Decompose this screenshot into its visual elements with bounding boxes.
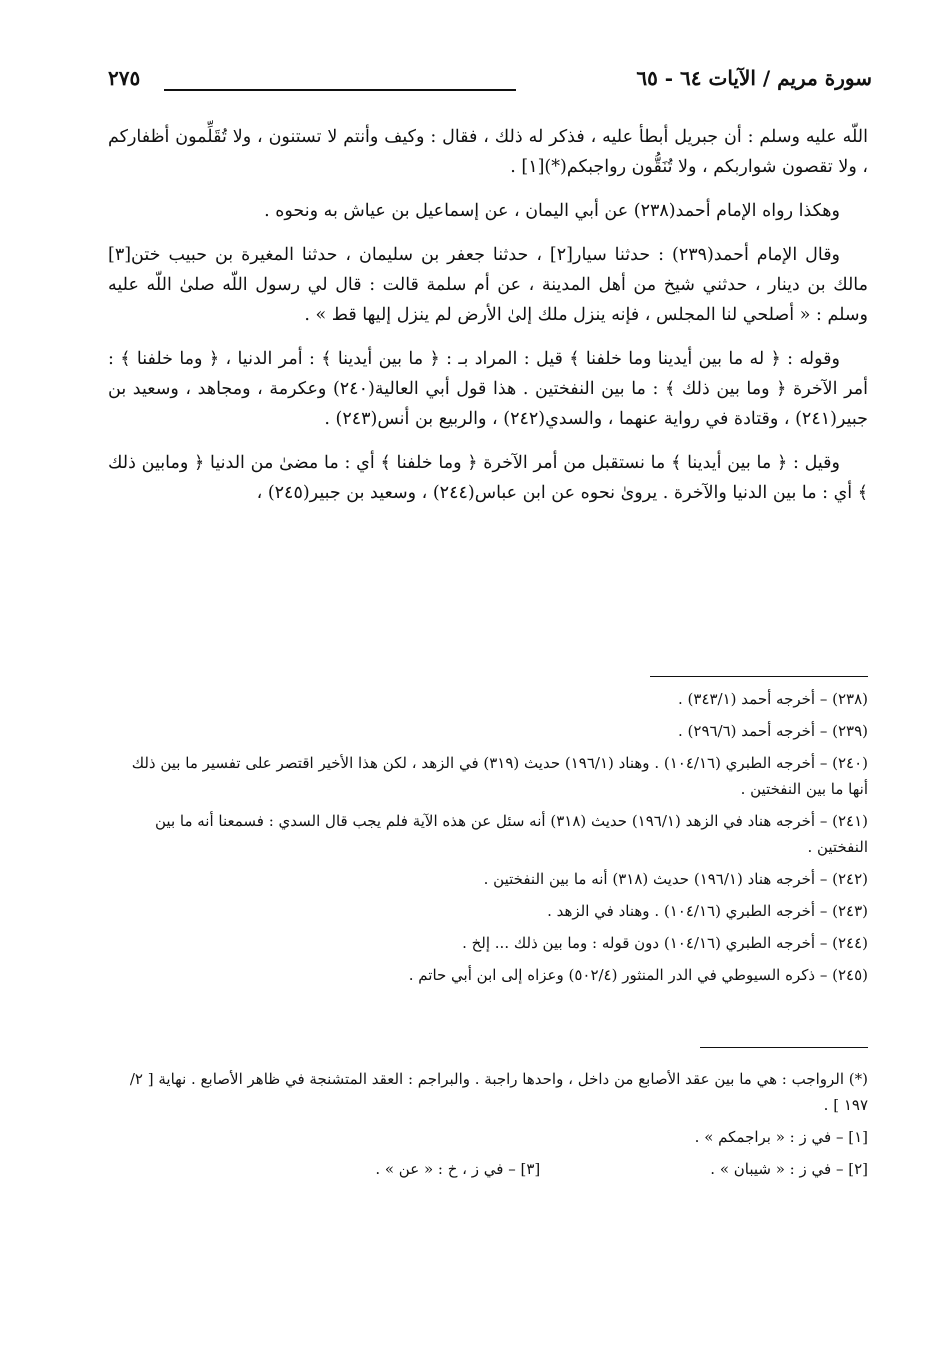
note-variant: [٢] – في ز : « شيبان » . [710, 1160, 868, 1178]
note-star: (*) الرواجب : هي ما بين عقد الأصابع من داخل ، واحدها راجبة . والبراجم : العقد المتشنجة في ظاهر الأصابع . نهاية [ ٢/ ١٩٧ ] . [129, 1070, 868, 1114]
footnote-item: (٢٤٣) – أخرجه الطبري (١٠٤/١٦) . وهناد في الزهد . [547, 902, 868, 920]
footnotes-list [108, 686, 868, 994]
notes-separator [700, 1047, 868, 1048]
note-variant: [٣] – في ز ، خ : « عن » . [375, 1160, 541, 1178]
notes-row [108, 1156, 868, 1182]
footnote-item: (٢٤١) – أخرجه هناد في الزهد (١٩٦/١) حديث (٣١٨) أنه سئل عن هذه الآية فلم يجب قال السدي : فسمعنا أنه ما بين النفختين . [155, 812, 868, 856]
footnote-item: (٢٤٤) – أخرجه الطبري (١٠٤/١٦) دون قوله : وما بين ذلك ... إلخ . [462, 934, 868, 952]
paragraph: وقوله : ﴿ له ما بين أيدينا وما خلفنا ﴾ قيل : المراد بـ : ﴿ ما بين أيدينا ﴾ : أمر الدنيا ، ﴿ وما خلفنا ﴾ : أمر الآخرة ﴿ وما بين ذلك ﴾ : ما بين النفختين . هذا قول أبي العالية(٢٤٠) وعكرمة ، ومجاهد ، وسعيد بن جبير(٢٤١) ، وقتادة في رواية عنهما ، والسدي(٢٤٢) ، والربيع بن أنس(٢٤٣) . [108, 349, 868, 429]
paragraph: وهكذا رواه الإمام أحمد(٢٣٨) عن أبي اليمان ، عن إسماعيل بن عياش به ونحوه . [264, 201, 840, 221]
header-rule [164, 89, 516, 91]
footnote-separator [650, 676, 868, 677]
footnote-item: (٢٤٢) – أخرجه هناد (١٩٦/١) حديث (٣١٨) أنه ما بين النفختين . [483, 870, 868, 888]
note-variant: [١] – في ز : « براجمكم » . [694, 1128, 868, 1146]
page-number: ٢٧٥ [108, 66, 141, 90]
main-text [108, 122, 868, 522]
footnote-item: (٢٣٨) – أخرجه أحمد (٣٤٣/١) . [678, 690, 868, 708]
running-header-title: سورة مريم / الآيات ٦٤ - ٦٥ [636, 66, 872, 90]
footnote-item: (٢٣٩) – أخرجه أحمد (٢٩٦/٦) . [678, 722, 868, 740]
editor-notes [108, 1066, 868, 1188]
paragraph: وقيل : ﴿ ما بين أيدينا ﴾ ما نستقبل من أمر الآخرة ﴿ وما خلفنا ﴾ أي : ما مضىٰ من الدنيا ﴿ ومابين ذلك ﴾ أي : ما بين الدنيا والآخرة . يروىٰ نحوه عن ابن عباس(٢٤٤) ، وسعيد بن جبير(٢٤٥) ، [108, 453, 868, 503]
paragraph: اللّه عليه وسلم : أن جبريل أبطأ عليه ، فذكر له ذلك ، فقال : وكيف وأنتم لا تستنون ، ولا تُقَلِّمون أظفاركم ، ولا تقصون شواربكم ، ولا تُنَقُّون رواجبكم(*)[١] . [108, 127, 868, 177]
footnote-item: (٢٤٥) – ذكره السيوطي في الدر المنثور (٥٠٢/٤) وعزاه إلى ابن أبي حاتم . [408, 966, 868, 984]
footnote-item: (٢٤٠) – أخرجه الطبري (١٠٤/١٦) . وهناد (١٩٦/١) حديث (٣١٩) في الزهد ، لكن هذا الأخير اقتصر على تفسير ما بين ذلك أنها ما بين النفختين . [131, 754, 868, 798]
paragraph: وقال الإمام أحمد(٢٣٩) : حدثنا سيار[٢] ، حدثنا جعفر بن سليمان ، حدثنا المغيرة بن حبيب ختن[٣] مالك بن دينار ، حدثني شيخ من أهل المدينة ، عن أم سلمة قالت : قال لي رسول اللّه صلىٰ اللّه عليه وسلم : « أصلحي لنا المجلس ، فإنه ينزل ملك إلىٰ الأرض لم ينزل إليها قط » . [108, 245, 868, 325]
